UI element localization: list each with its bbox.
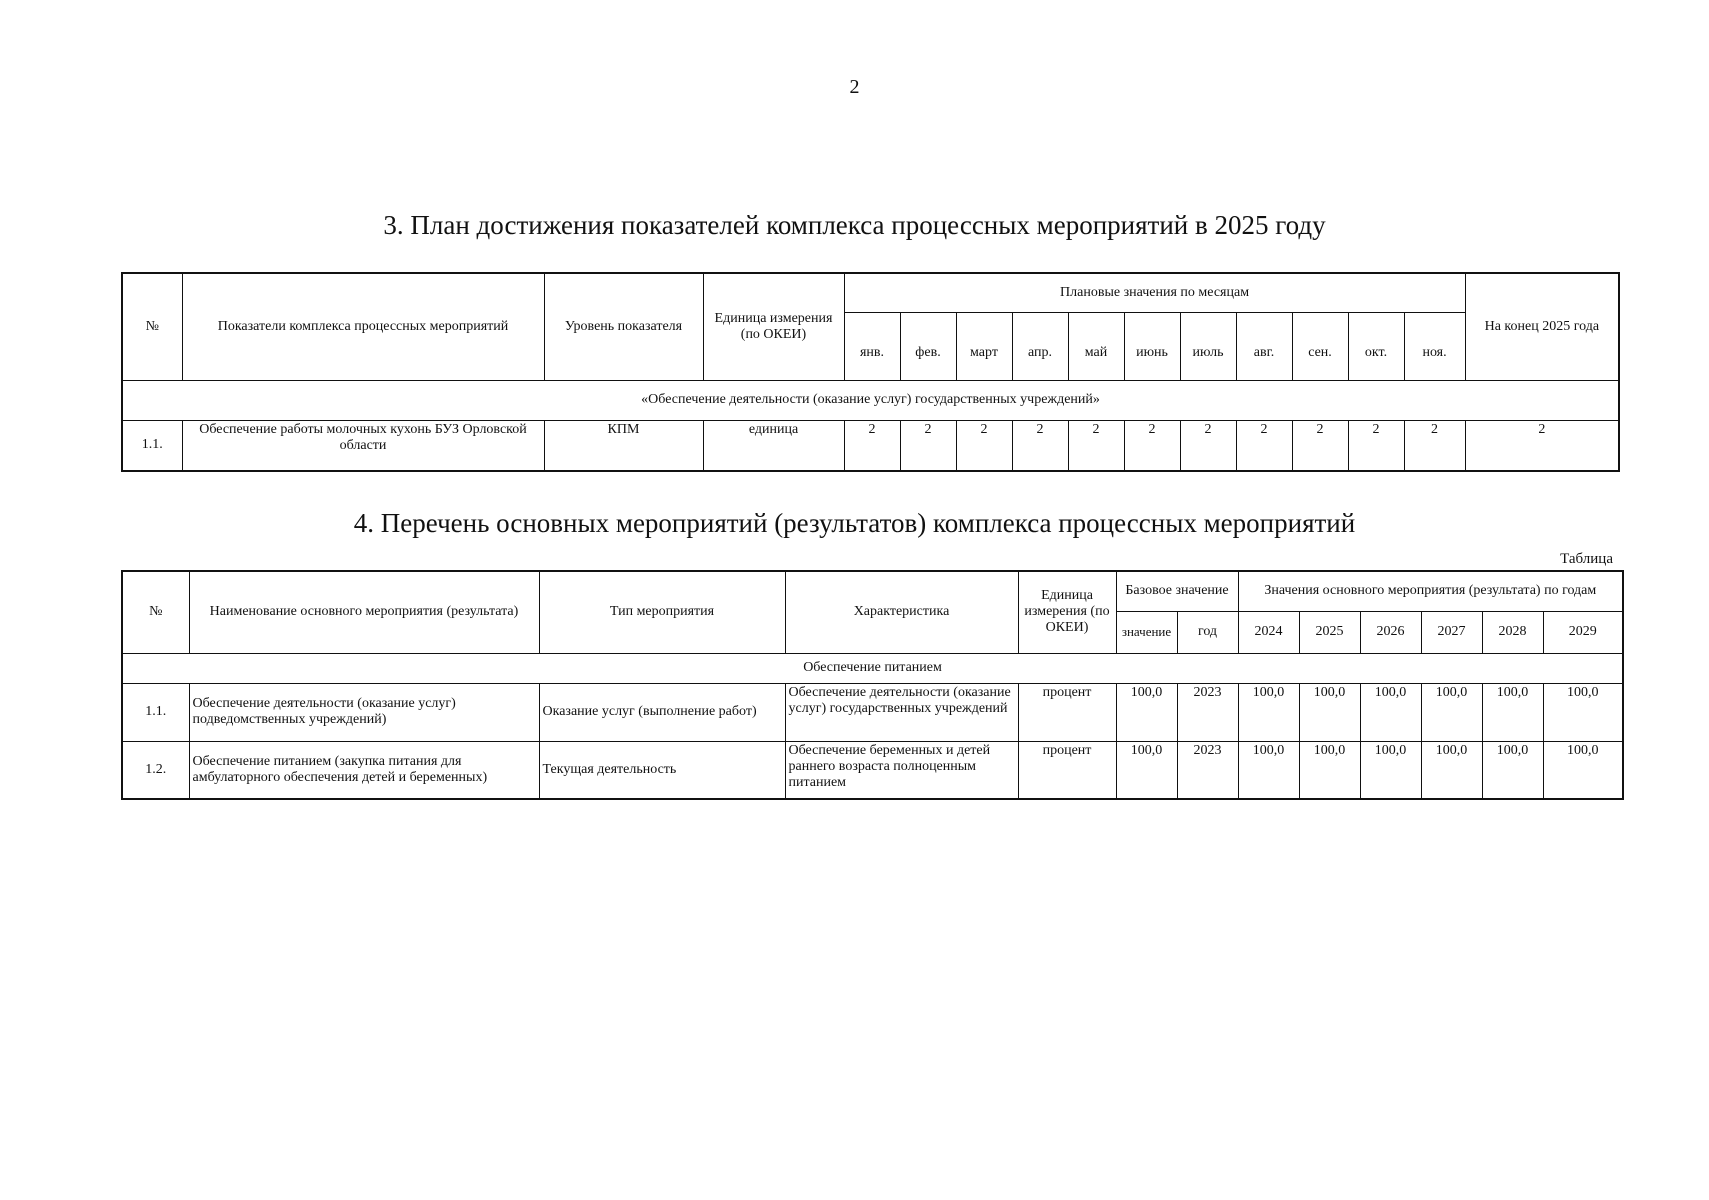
row-base-year: 2023	[1177, 683, 1238, 741]
header-month-sep: сен.	[1292, 312, 1348, 380]
header-month-mar: март	[956, 312, 1012, 380]
header-month-jan: янв.	[844, 312, 900, 380]
table-row	[122, 683, 1623, 741]
row-characteristic: Обеспечение деятельности (оказание услуг) государственных учреждений	[785, 683, 1018, 741]
row-year-value: 100,0	[1543, 683, 1623, 741]
header-year: 2026	[1360, 611, 1421, 653]
row-activity-name: Обеспечение деятельности (оказание услуг) подведомственных учреждений)	[189, 683, 539, 741]
row-month-value: 2	[1180, 420, 1236, 471]
header-level: Уровень показателя	[544, 273, 703, 380]
page-number: 2	[849, 76, 860, 98]
header-planned-by-month: Плановые значения по месяцам	[844, 273, 1465, 312]
header-base-value: значение	[1116, 611, 1177, 653]
header-base-year: год	[1177, 611, 1238, 653]
main-activities-table	[121, 570, 1624, 800]
row-month-value: 2	[1012, 420, 1068, 471]
row-year-value: 100,0	[1299, 741, 1360, 799]
row-unit: процент	[1018, 683, 1116, 741]
row-year-value: 100,0	[1360, 741, 1421, 799]
header-year: 2029	[1543, 611, 1623, 653]
header-base: Базовое значение	[1116, 571, 1238, 611]
row-activity-type: Текущая деятельность	[539, 741, 785, 799]
group-title: Обеспечение питанием	[122, 653, 1623, 683]
header-month-feb: фев.	[900, 312, 956, 380]
header-values-by-year: Значения основного мероприятия (результата) по годам	[1238, 571, 1623, 611]
header-month-jul: июль	[1180, 312, 1236, 380]
row-characteristic: Обеспечение беременных и детей раннего возраста полноценным питанием	[785, 741, 1018, 799]
section3-heading: 3. План достижения показателей комплекса процессных мероприятий в 2025 году	[383, 210, 1326, 240]
row-activity-name: Обеспечение питанием (закупка питания для амбулаторного обеспечения детей и беременных)	[189, 741, 539, 799]
row-month-value: 2	[1404, 420, 1465, 471]
row-unit: единица	[703, 420, 844, 471]
row-month-value: 2	[1292, 420, 1348, 471]
row-year-value: 100,0	[1421, 683, 1482, 741]
table-row	[122, 420, 1619, 471]
header-month-nov: ноя.	[1404, 312, 1465, 380]
header-activity-name: Наименование основного мероприятия (результата)	[189, 571, 539, 653]
header-num: №	[122, 571, 189, 653]
row-year-end-value: 2	[1465, 420, 1619, 471]
header-year: 2028	[1482, 611, 1543, 653]
header-month-jun: июнь	[1124, 312, 1180, 380]
row-unit: процент	[1018, 741, 1116, 799]
row-month-value: 2	[1068, 420, 1124, 471]
header-year-end: На конец 2025 года	[1465, 273, 1619, 380]
row-year-value: 100,0	[1238, 683, 1299, 741]
row-activity-type: Оказание услуг (выполнение работ)	[539, 683, 785, 741]
header-month-may: май	[1068, 312, 1124, 380]
row-month-value: 2	[1124, 420, 1180, 471]
row-num: 1.1.	[122, 683, 189, 741]
row-month-value: 2	[1236, 420, 1292, 471]
row-year-value: 100,0	[1360, 683, 1421, 741]
row-year-value: 100,0	[1421, 741, 1482, 799]
header-month-oct: окт.	[1348, 312, 1404, 380]
row-year-value: 100,0	[1543, 741, 1623, 799]
row-month-value: 2	[900, 420, 956, 471]
row-indicator-name: Обеспечение работы молочных кухонь БУЗ Орловской области	[182, 420, 544, 471]
row-base-value: 100,0	[1116, 741, 1177, 799]
row-num: 1.1.	[122, 420, 182, 471]
row-year-value: 100,0	[1482, 683, 1543, 741]
header-unit: Единица измерения (по ОКЕИ)	[1018, 571, 1116, 653]
indicators-plan-table	[121, 272, 1620, 472]
header-characteristic: Характеристика	[785, 571, 1018, 653]
header-year: 2024	[1238, 611, 1299, 653]
header-unit: Единица измерения (по ОКЕИ)	[703, 273, 844, 380]
row-month-value: 2	[1348, 420, 1404, 471]
table-row	[122, 741, 1623, 799]
table-caption: Таблица	[1560, 551, 1613, 567]
group-title: «Обеспечение деятельности (оказание услуг) государственных учреждений»	[122, 380, 1619, 420]
row-base-year: 2023	[1177, 741, 1238, 799]
header-month-apr: апр.	[1012, 312, 1068, 380]
header-month-aug: авг.	[1236, 312, 1292, 380]
row-base-value: 100,0	[1116, 683, 1177, 741]
row-num: 1.2.	[122, 741, 189, 799]
header-num: №	[122, 273, 182, 380]
header-indicator: Показатели комплекса процессных мероприятий	[182, 273, 544, 380]
section4-heading: 4. Перечень основных мероприятий (результатов) комплекса процессных мероприятий	[353, 508, 1356, 538]
row-year-value: 100,0	[1299, 683, 1360, 741]
row-year-value: 100,0	[1238, 741, 1299, 799]
row-month-value: 2	[956, 420, 1012, 471]
row-level: КПМ	[544, 420, 703, 471]
header-activity-type: Тип мероприятия	[539, 571, 785, 653]
header-year: 2027	[1421, 611, 1482, 653]
row-year-value: 100,0	[1482, 741, 1543, 799]
header-year: 2025	[1299, 611, 1360, 653]
row-month-value: 2	[844, 420, 900, 471]
